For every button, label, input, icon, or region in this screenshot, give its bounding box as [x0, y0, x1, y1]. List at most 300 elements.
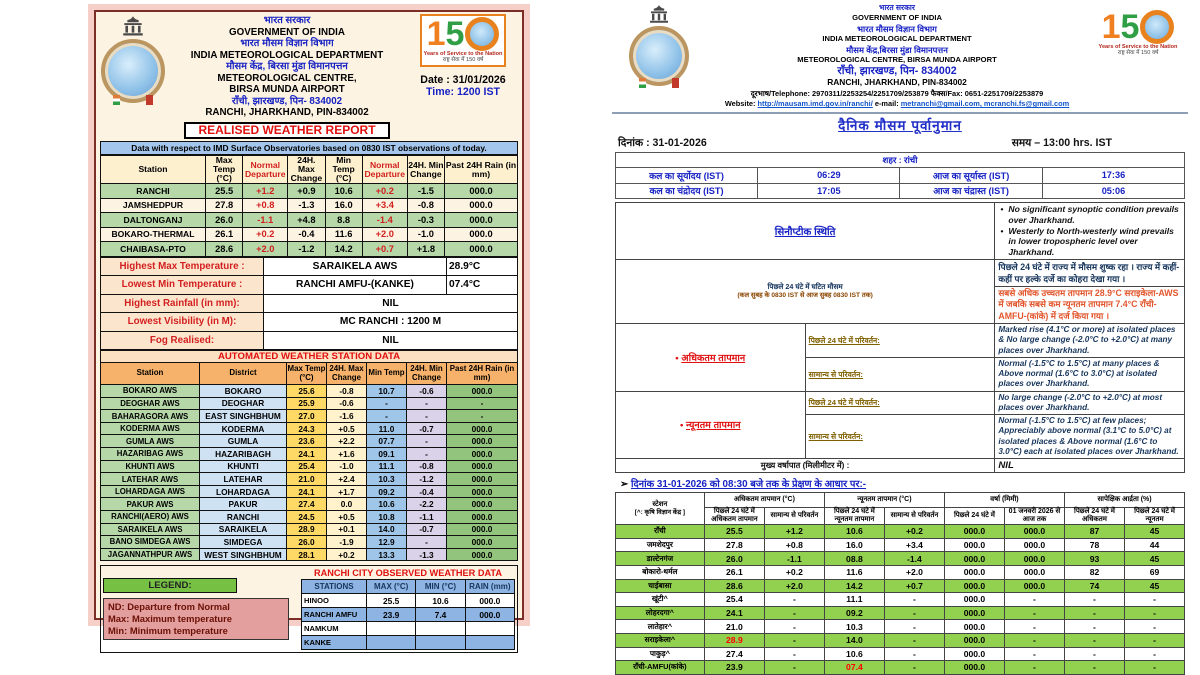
synoptic-content — [995, 203, 1185, 260]
email-label: e-mail: — [872, 99, 901, 109]
max-temp-sublabel: पिछले 24 घंटे में परिवर्तन: — [805, 324, 995, 358]
table-cell: +1.6 — [327, 448, 367, 461]
table-cell: राँची-AMFU(कांके) — [615, 661, 704, 675]
table-cell: -0.6 — [327, 397, 367, 410]
max-temp-sublabel: सामान्य से परिवर्तन: — [805, 357, 995, 391]
table-cell — [465, 622, 514, 636]
left-doc-bottom — [100, 565, 518, 653]
table-cell: +2.0 — [243, 242, 288, 257]
table-cell: 000.0 — [465, 594, 514, 608]
table-cell: 14.2 — [325, 242, 362, 257]
max-temp-row — [615, 324, 1184, 358]
table-cell: 27.0 — [287, 410, 327, 423]
table-cell: - — [1124, 593, 1184, 607]
table-row — [615, 538, 1184, 552]
table-cell: BOKARO-THERMAL — [101, 227, 206, 242]
table-cell: 10.6 — [325, 184, 362, 199]
table-cell: 45 — [1124, 552, 1184, 566]
table-cell: 45 — [1124, 579, 1184, 593]
logo-caption: Years of Service to the Nation — [423, 51, 503, 57]
table-cell: DEOGHAR — [200, 397, 287, 410]
table-row — [101, 448, 518, 461]
table-cell: 14.0 — [824, 633, 884, 647]
table-cell: 14.0 — [367, 523, 407, 536]
table-cell: - — [884, 606, 944, 620]
max-temp-normal-text: Normal (-1.5°C to 1.5°C) at many places & Above normal (1.6°C to 3.0°C) at isolated places over Jharkhand. — [995, 357, 1185, 391]
table-cell: 28.6 — [206, 242, 243, 257]
table-cell: 000.0 — [447, 460, 518, 473]
table-cell: 000.0 — [447, 523, 518, 536]
table-cell: BOKARO AWS — [101, 385, 200, 398]
table-cell: +4.8 — [288, 213, 325, 228]
summary-table — [100, 257, 518, 351]
table-cell: -1.9 — [327, 536, 367, 549]
sub-header: 01 जनवरी 2026 से आज तक — [1004, 508, 1064, 525]
table-cell: BAHARAGORA AWS — [101, 410, 200, 423]
table-row — [101, 385, 518, 398]
seal-flags-icon — [113, 95, 153, 105]
table-cell: 26.0 — [287, 536, 327, 549]
col-header-max-temp: Max Temp (°C) — [287, 363, 327, 385]
table-cell: +2.2 — [327, 435, 367, 448]
table-cell: 000.0 — [944, 661, 1004, 675]
table-row — [101, 435, 518, 448]
table-cell: 000.0 — [944, 565, 1004, 579]
table-row — [302, 608, 515, 622]
table-cell: - — [884, 633, 944, 647]
table-cell: - — [1004, 647, 1064, 661]
table-cell: +0.2 — [327, 548, 367, 561]
table-cell — [416, 636, 465, 650]
table-cell: बोकारो-थर्मल — [615, 565, 704, 579]
summary-value: MC RANCHI : 1200 M — [264, 313, 518, 332]
city-header: शहर : रांची — [615, 152, 1184, 168]
table-row — [615, 552, 1184, 566]
table-cell: -1.0 — [407, 227, 444, 242]
surface-observatories-table — [100, 155, 518, 257]
table-cell: - — [1064, 661, 1124, 675]
table-cell: 24.1 — [704, 606, 764, 620]
right-doc-org-lines — [702, 3, 1092, 110]
ashoka-lions-icon — [647, 5, 671, 25]
left-doc-org-lines — [166, 14, 408, 139]
table-cell: 87 — [1064, 525, 1124, 539]
table-cell: GUMLA AWS — [101, 435, 200, 448]
sunrise-label: कल का सूर्योदय (IST) — [615, 168, 757, 184]
table-cell: 25.5 — [704, 525, 764, 539]
col-header-station: स्टेशन [^: कृषि विज्ञान केंद्र ] — [615, 493, 704, 525]
table-cell: -1.4 — [362, 213, 407, 228]
logo-caption-hindi: राष्ट्र सेवा में 150 वर्ष — [1117, 49, 1159, 56]
table-cell: +2.0 — [362, 227, 407, 242]
col-header-normal-departure: Normal Departure — [243, 156, 288, 184]
report-time: Time: 1200 IST — [426, 86, 500, 99]
table-cell: जमशेदपुर — [615, 538, 704, 552]
table-row — [302, 622, 515, 636]
right-doc-header-right — [1092, 3, 1184, 59]
logo-digit: 1 — [426, 15, 446, 53]
summary-value: RANCHI AMFU-(KANKE) — [264, 276, 447, 295]
table-cell: LATEHAR — [200, 473, 287, 486]
org-line: INDIA METEOROLOGICAL DEPARTMENT — [822, 34, 972, 44]
org-line: GOVERNMENT OF INDIA — [852, 13, 942, 23]
table-cell: +0.5 — [327, 510, 367, 523]
table-cell: JAGANNATHPUR AWS — [101, 548, 200, 561]
table-cell: 000.0 — [447, 435, 518, 448]
table-cell: 23.9 — [367, 608, 416, 622]
table-header-row — [101, 363, 518, 385]
summary-label: Lowest Visibility (in M): — [101, 313, 264, 332]
imd-150-logo — [1097, 9, 1180, 58]
group-header-humidity: सापेक्षिक आर्द्रता (%) — [1064, 493, 1184, 508]
table-cell: 11.6 — [824, 565, 884, 579]
table-cell: SARAIKELA — [200, 523, 287, 536]
sunset-value: 17:36 — [1042, 168, 1184, 184]
table-cell: 16.0 — [824, 538, 884, 552]
table-cell: DALTONGANJ — [101, 213, 206, 228]
table-row — [615, 647, 1184, 661]
table-cell: RANCHI — [200, 510, 287, 523]
logo-digit: 1 — [1101, 8, 1121, 46]
table-cell: 8.8 — [325, 213, 362, 228]
col-header-past-24h-rain: Past 24H Rain (in mm) — [447, 363, 518, 385]
logo-caption: Years of Service to the Nation — [1098, 44, 1178, 50]
min-temp-sublabel: सामान्य से परिवर्तन: — [805, 415, 995, 459]
sunset-label: आज का सूर्यास्त (IST) — [900, 168, 1042, 184]
right-doc-header — [612, 0, 1188, 110]
table-cell: - — [1064, 647, 1124, 661]
table-cell: -0.7 — [407, 422, 447, 435]
table-cell: 000.0 — [447, 536, 518, 549]
phone-line: दूरभाष/Telephone: 2970311/2253254/2251709/253879 फैक्स/Fax: 0651-2251709/2253879 — [750, 88, 1044, 98]
ashoka-lions-icon — [120, 16, 146, 38]
past-weather-note: (कल सुबह के 0830 IST से आज सुबह 0830 IST तक) — [737, 291, 873, 299]
table-cell: 25.5 — [206, 184, 243, 199]
forecast-dateline — [612, 135, 1188, 152]
table-row — [101, 460, 518, 473]
arrow-icon: ➢ — [620, 479, 631, 491]
table-cell: - — [1124, 620, 1184, 634]
table-cell: 24.1 — [287, 448, 327, 461]
table-cell: - — [447, 397, 518, 410]
moonset-value: 05:06 — [1042, 183, 1184, 199]
table-cell: +3.4 — [884, 538, 944, 552]
table-cell: -1.6 — [327, 410, 367, 423]
left-doc-inner — [94, 10, 524, 648]
table-cell — [465, 636, 514, 650]
email-link[interactable]: metranchi@gmail.com — [900, 99, 980, 109]
imd-emblem — [100, 14, 166, 105]
table-cell: - — [1064, 620, 1124, 634]
table-row — [101, 184, 518, 199]
table-cell: 14.2 — [824, 579, 884, 593]
summary-row — [101, 276, 518, 295]
table-cell: DEOGHAR AWS — [101, 397, 200, 410]
table-cell: BANO SIMDEGA AWS — [101, 536, 200, 549]
table-cell: 10.8 — [367, 510, 407, 523]
table-cell: 000.0 — [1004, 538, 1064, 552]
table-cell: LOHARDAGA AWS — [101, 485, 200, 498]
rainfall-row — [615, 459, 1184, 473]
table-cell: KHUNTI AWS — [101, 460, 200, 473]
table-cell: - — [884, 620, 944, 634]
table-cell: 000.0 — [1004, 552, 1064, 566]
table-cell: SIMDEGA — [200, 536, 287, 549]
table-cell: 11.1 — [824, 593, 884, 607]
city-table-body — [302, 594, 515, 650]
summary-label: Highest Rainfall (in mm): — [101, 294, 264, 313]
table-cell: 28.1 — [287, 548, 327, 561]
logo-digit: 5 — [445, 15, 465, 53]
synoptic-bullet: • Westerly to North-westerly wind prevails in lower tropospheric level over Jharkhand. — [1000, 225, 1174, 258]
table-cell: खूंटी^ — [615, 593, 704, 607]
col-header-stations: STATIONS — [302, 580, 367, 594]
table-cell: 24.1 — [287, 485, 327, 498]
table-cell — [367, 636, 416, 650]
table-row — [615, 633, 1184, 647]
table-cell: - — [1064, 633, 1124, 647]
table-cell: 000.0 — [447, 473, 518, 486]
sub-header: सामान्य से परिवर्तन — [884, 508, 944, 525]
table-row — [615, 606, 1184, 620]
table-cell: - — [367, 410, 407, 423]
table-cell: HINOO — [302, 594, 367, 608]
org-line: GOVERNMENT OF INDIA — [229, 26, 345, 38]
table-cell: +3.4 — [362, 198, 407, 213]
table-cell: 09.2 — [367, 485, 407, 498]
table-cell: -1.1 — [764, 552, 824, 566]
min-temp-label: • न्यूनतम तापमान — [615, 391, 805, 459]
table-cell: 26.1 — [206, 227, 243, 242]
report-date: Date : 31/01/2026 — [420, 74, 506, 87]
table-cell: - — [1004, 606, 1064, 620]
logo-globe-icon — [1140, 10, 1174, 44]
col-header-min: MIN (°C) — [416, 580, 465, 594]
table-cell: 000.0 — [944, 606, 1004, 620]
org-line: भारत मौसम विज्ञान विभाग — [240, 38, 334, 49]
table-cell: -1.1 — [243, 213, 288, 228]
table-row — [615, 183, 1184, 199]
table-cell: 000.0 — [944, 579, 1004, 593]
table-cell: 25.4 — [287, 460, 327, 473]
table-cell: -1.0 — [327, 460, 367, 473]
rainfall-label: मुख्य वर्षापात (मिलीमीटर में) : — [615, 459, 994, 473]
table-row — [101, 410, 518, 423]
report-title: REALISED WEATHER REPORT — [184, 122, 389, 140]
table-cell: 07.7 — [367, 435, 407, 448]
table-cell: 10.6 — [824, 647, 884, 661]
table-cell: +0.7 — [884, 579, 944, 593]
city-table-title: RANCHI CITY OBSERVED WEATHER DATA — [313, 568, 502, 579]
table-cell: -0.3 — [407, 213, 444, 228]
table-cell: - — [367, 397, 407, 410]
synoptic-row — [615, 203, 1184, 260]
table-cell: CHAIBASA-PTO — [101, 242, 206, 257]
weather-info-table — [615, 202, 1185, 473]
summary-label: Highest Max Temperature : — [101, 257, 264, 276]
left-doc-header — [100, 14, 518, 139]
org-line: METEOROLOGICAL CENTRE, — [217, 72, 357, 84]
table-cell: 10.6 — [367, 498, 407, 511]
table-cell: -0.8 — [327, 385, 367, 398]
table-header-row — [615, 152, 1184, 168]
table-cell: 000.0 — [447, 548, 518, 561]
table-cell: 28.9 — [704, 633, 764, 647]
table-cell: EAST SINGHBHUM — [200, 410, 287, 423]
station-footnote: [^: कृषि विज्ञान केंद्र ] — [634, 508, 686, 516]
table-cell: - — [764, 661, 824, 675]
group-header-max-temp: अधिकतम तापमान (°C) — [704, 493, 824, 508]
synoptic-bullet: • No significant synoptic condition prevails over Jharkhand. — [1000, 204, 1179, 225]
table-cell: 74 — [1064, 579, 1124, 593]
legend-line: Max: Maximum temperature — [108, 613, 232, 625]
table-cell: HAZARIBAGH — [200, 448, 287, 461]
table-cell: KANKE — [302, 636, 367, 650]
table-cell: LOHARDAGA — [200, 485, 287, 498]
forecast-time: समय – 13:00 hrs. IST — [1011, 136, 1112, 149]
table-cell: - — [1004, 661, 1064, 675]
table-cell: सराइकेला^ — [615, 633, 704, 647]
table-cell: 10.6 — [416, 594, 465, 608]
forecast-title: दैनिक मौसम पूर्वानुमान — [838, 117, 962, 133]
table-cell: +0.8 — [764, 538, 824, 552]
table-cell: 000.0 — [445, 184, 518, 199]
summary-value: SARAIKELA AWS — [264, 257, 447, 276]
table-cell: - — [1004, 593, 1064, 607]
rainfall-value: NIL — [995, 459, 1185, 473]
table-cell: +1.2 — [764, 525, 824, 539]
table-cell: +1.7 — [327, 485, 367, 498]
table-cell: - — [407, 448, 447, 461]
table-cell: -0.7 — [407, 523, 447, 536]
table-cell: 000.0 — [447, 448, 518, 461]
table-cell: -1.3 — [407, 548, 447, 561]
summary-value: NIL — [264, 294, 518, 313]
table-cell: - — [1004, 633, 1064, 647]
table-cell: RANCHI(AERO) AWS — [101, 510, 200, 523]
table-cell: 11.1 — [367, 460, 407, 473]
table-cell: +0.9 — [288, 184, 325, 199]
table-cell: 82 — [1064, 565, 1124, 579]
imd-seal-icon — [629, 26, 689, 86]
table-cell: WEST SINGHBHUM — [200, 548, 287, 561]
org-line: मौसम केंद्र, बिरसा मुंडा विमानपत्तन — [226, 61, 348, 72]
website-link[interactable]: http://mausam.imd.gov.in/ranchi/ — [757, 99, 873, 109]
table-cell: -1.5 — [407, 184, 444, 199]
table-cell: - — [764, 606, 824, 620]
table-cell: - — [1064, 606, 1124, 620]
table-cell: 25.5 — [367, 594, 416, 608]
data-notice-bar: Data with respect to IMD Surface Observatories based on 0830 IST observations of today. — [100, 141, 518, 155]
summary-value2: 07.4°C — [447, 276, 518, 295]
table-cell: 69 — [1124, 565, 1184, 579]
table-cell: PAKUR AWS — [101, 498, 200, 511]
col-header-24h-min-change: 24H. Min Change — [407, 363, 447, 385]
table-row — [615, 593, 1184, 607]
observation-table-body — [615, 525, 1184, 675]
org-line: RANCHI, JHARKHAND, PIN-834002 — [205, 107, 369, 118]
header-separator — [612, 112, 1188, 114]
table-cell: -2.2 — [407, 498, 447, 511]
table-cell: 26.1 — [704, 565, 764, 579]
table-cell: 000.0 — [447, 485, 518, 498]
group-header-min-temp: न्यूनतम तापमान (°C) — [824, 493, 944, 508]
table-cell: JAMSHEDPUR — [101, 198, 206, 213]
table-cell: 93 — [1064, 552, 1124, 566]
sunrise-value: 06:29 — [758, 168, 900, 184]
email-link[interactable]: , mcranchi.fs@gmail.com — [979, 99, 1070, 109]
org-line: मौसम केंद्र,बिरसा मुंडा विमानपत्तन — [846, 44, 948, 55]
table-cell: 000.0 — [944, 647, 1004, 661]
imd-emblem — [616, 3, 702, 88]
website-label: Website: — [724, 99, 758, 109]
moonrise-label: कल का चंद्रोदय (IST) — [615, 183, 757, 199]
table-cell: - — [1004, 620, 1064, 634]
org-line: BIRSA MUNDA AIRPORT — [229, 84, 345, 95]
table-cell: +2.0 — [884, 565, 944, 579]
table-row — [101, 523, 518, 536]
table-cell: 7.4 — [416, 608, 465, 622]
table-header-row — [101, 156, 518, 184]
sub-header: पिछले 24 घंटे में न्यूनतम — [1124, 508, 1184, 525]
table-cell: 000.0 — [447, 422, 518, 435]
imd-150-logo — [420, 14, 507, 67]
table-cell: 21.0 — [287, 473, 327, 486]
legend-line: ND: Departure from Normal — [108, 601, 230, 613]
observation-table — [615, 492, 1185, 675]
table-cell: - — [1124, 606, 1184, 620]
table-cell: 000.0 — [445, 227, 518, 242]
table-cell: 09.2 — [824, 606, 884, 620]
table-cell: KODERMA AWS — [101, 422, 200, 435]
max-temp-change-text: Marked rise (4.1°C or more) at isolated places & No large change (-2.0°C to +2.0°C) at many places over Jharkhand. — [995, 324, 1185, 358]
table-cell: HAZARIBAG AWS — [101, 448, 200, 461]
website-line — [702, 99, 1092, 109]
col-header-rain: RAIN (mm) — [465, 580, 514, 594]
daily-forecast-document — [612, 0, 1188, 673]
table-cell: 44 — [1124, 538, 1184, 552]
org-line: RANCHI, JHARKHAND, PIN-834002 — [827, 77, 967, 88]
table-cell: 000.0 — [465, 608, 514, 622]
realised-weather-report-document — [88, 4, 530, 648]
table-cell: - — [764, 593, 824, 607]
synoptic-label: सिनौप्टीक स्थिति — [615, 203, 994, 260]
ranchi-city-section — [301, 568, 515, 650]
table-cell: - — [1064, 593, 1124, 607]
table-cell: राँची — [615, 525, 704, 539]
table-cell: 26.0 — [206, 213, 243, 228]
surface-table-body — [101, 184, 518, 257]
table-cell: -1.3 — [288, 198, 325, 213]
table-cell: 45 — [1124, 525, 1184, 539]
org-line: राँची, झारखण्ड, पिन- 834002 — [837, 65, 957, 78]
logo-caption-hindi: राष्ट्र सेवा में 150 वर्ष — [442, 56, 484, 63]
table-cell: 000.0 — [447, 498, 518, 511]
table-header-row — [615, 493, 1184, 508]
table-cell: - — [1124, 633, 1184, 647]
org-line: भारत सरकार — [263, 15, 311, 26]
table-cell: +0.2 — [884, 525, 944, 539]
table-cell: - — [884, 593, 944, 607]
table-cell: -1.1 — [407, 510, 447, 523]
table-row — [615, 565, 1184, 579]
table-cell: +0.8 — [243, 198, 288, 213]
table-row — [101, 213, 518, 228]
table-cell: 000.0 — [1004, 525, 1064, 539]
legend-line: Min: Minimum temperature — [108, 624, 228, 636]
table-cell: 24.5 — [287, 510, 327, 523]
table-row — [101, 536, 518, 549]
